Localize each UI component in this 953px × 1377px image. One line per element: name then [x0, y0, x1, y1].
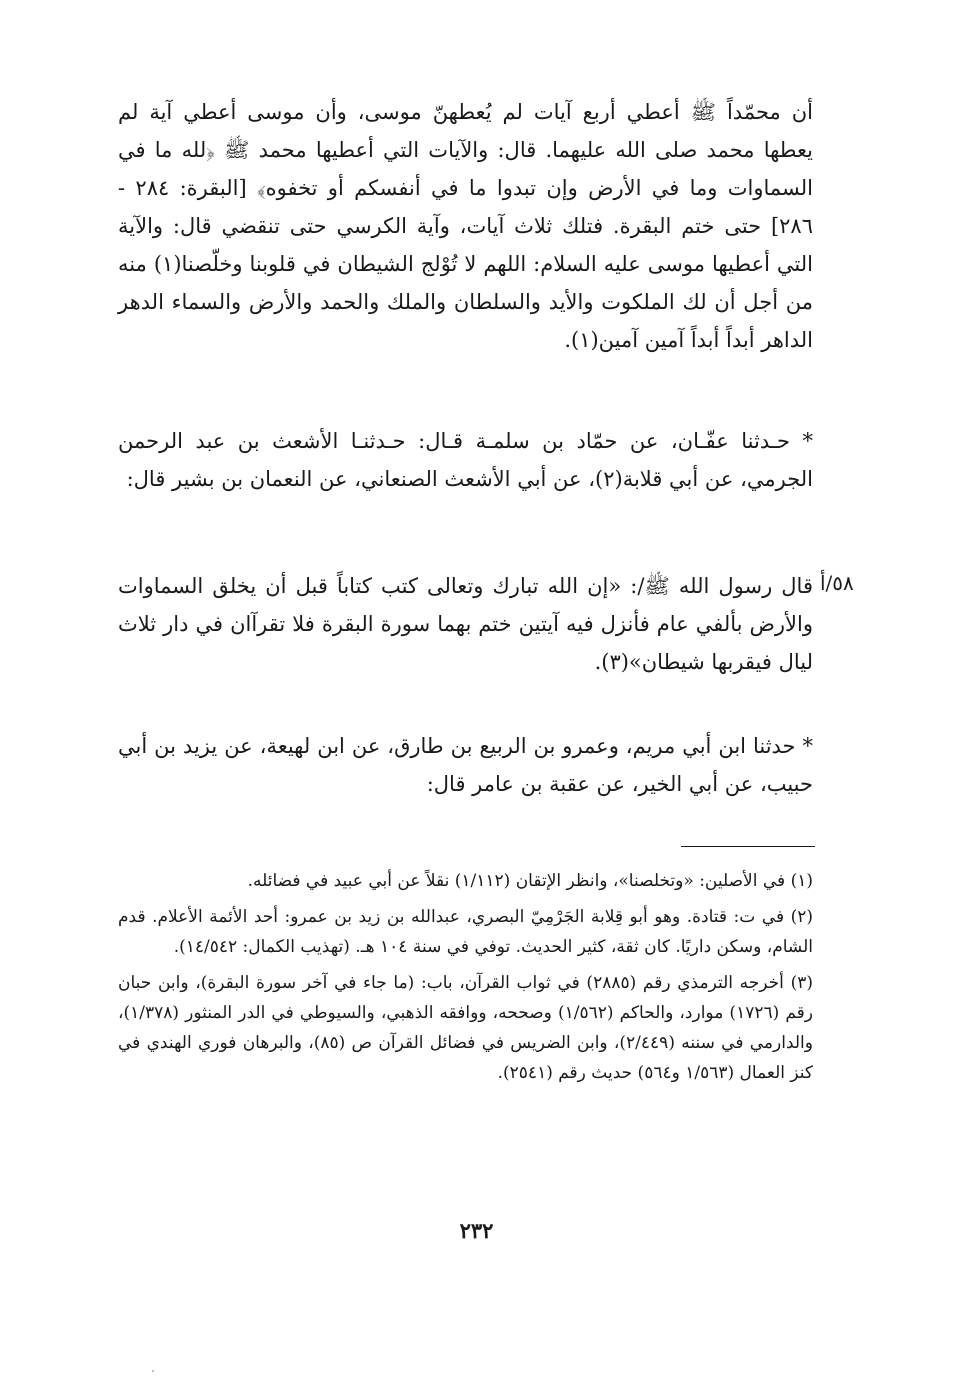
footnote-1: [118, 866, 813, 896]
page-number: ٢٣٢: [459, 1218, 494, 1243]
isnad-text-2: * حدثنا ابن أبي مريم، وعمرو بن الربيع بن طارق، عن ابن لهيعة، عن يزيد بن أبي حبيب، عن أبي الخير، عن عقبة بن عامر قال:: [118, 734, 813, 796]
footnote-number: (١): [790, 871, 813, 891]
footnote-text: في الأصلين: «وتخلصنا»، وانظر الإتقان (١/١١٢) نقلاً عن أبي عبيد في فضائله.: [247, 871, 786, 891]
isnad-text-1: * حـدثنا عفّـان، عن حمّاد بن سلمـة قـال: حـدثنـا الأشعث بن عبد الرحمن الجرمي، عن أبي قلابة(٢)، عن أبي الأشعث الصنعاني، عن النعمان بن بشير قال:: [118, 429, 813, 491]
footnote-2: [118, 902, 813, 962]
isnad-paragraph-2: [118, 727, 813, 803]
hadith-text: قال رسول الله ﷺ/: «إن الله تبارك وتعالى كتب كتاباً قبل أن يخلق السماوات والأرض بألفي عام فأنزل فيه آيتين ختم بهما سورة البقرة فلا تقرآان في دار ثلاث ليال فيقربها شيطان»(٣).: [118, 574, 813, 674]
footnote-3: [118, 968, 813, 1088]
footnote-divider: [681, 846, 815, 847]
footnote-text: أخرجه الترمذي رقم (٢٨٨٥) في ثواب القرآن، باب: (ما جاء في آخر سورة البقرة)، وابن حبان رقم (١٧٢٦) موارد، والحاكم (١/٥٦٢) وصححه، ووافقه الذهبي، والسيوطي في الدر المنثور (١/٣٧٨)، والدارمي في سننه (٢/٤٤٩)، وابن الضريس في فضائل القرآن ص (٨٥)، والبرهان فوري الهندي في كنز العمال (١/٥٦٣ و٥٦٤) حديث رقم (٢٥٤١).: [118, 973, 813, 1083]
isnad-paragraph-1: [118, 422, 813, 498]
footnote-number: (٢): [790, 907, 814, 927]
intro-text: أن محمّداً ﷺ أعطي أربع آيات لم يُعطهنّ موسى، وأن موسى أعطي آية لم يعطها محمد صلى الله عليهما. قال: والآيات التي أعطيها محمد ﷺ ﴿لله ما في السماوات وما في الأرض وإن تبدوا ما في أنفسكم أو تخفوه﴾ [البقرة: ٢٨٤ - ٢٨٦] حتى ختم البقرة. فتلك ثلاث آيات، وآية الكرسي حتى تنقضي قال: والآية التي أعطيها موسى عليه السلام: اللهم لا تُوْلج الشيطان في قلوبنا وخلّصنا(١) منه من أجل أن لك الملكوت والأيد والسلطان والملك والحمد والأرض والسماء الدهر الداهر أبداً أبداً آمين آمين(١).: [118, 100, 813, 352]
footnote-text: في ت: قتادة. وهو أبو قِلابة الجَرْمِيّ البصري، عبدالله بن زيد بن عمرو: أحد الأئمة الأعلام. قدم الشام، وسكن داريًا. كان ثقة، كثير الحديث. توفي في سنة ١٠٤ هـ. (تهذيب الكمال: ١٤/٥٤٢).: [118, 907, 813, 957]
intro-paragraph: [118, 93, 813, 359]
folio-marker: ٥٨/أ: [820, 571, 854, 595]
scan-speck: [152, 1370, 154, 1372]
hadith-paragraph: [118, 567, 813, 681]
footnote-number: (٣): [790, 973, 814, 993]
footnotes: [118, 866, 813, 1094]
